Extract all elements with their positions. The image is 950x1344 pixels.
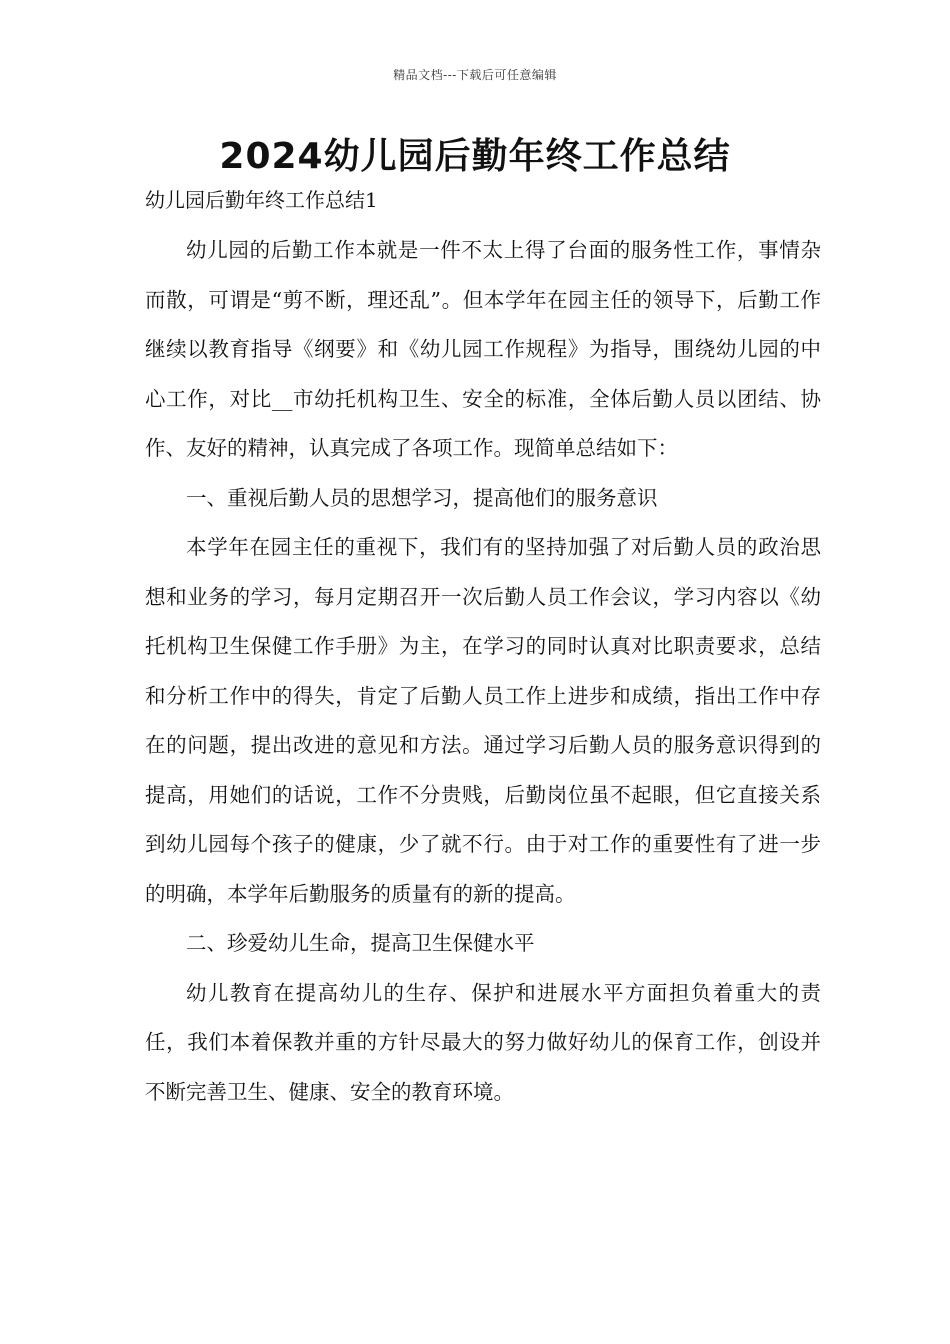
- section-heading-2: 二、珍爱幼儿生命，提高卫生保健水平: [186, 931, 535, 955]
- paragraph-intro: 幼儿园的后勤工作本就是一件不太上得了台面的服务性工作，事情杂而散，可谓是“剪不断，理还乱”。但本学年在园主任的领导下，后勤工作继续以教育指导《纲要》和《幼儿园工作规程》为指导，围绕幼儿园的中心工作，对比__市幼托机构卫生、安全的标准，全体后勤人员以团结、协作、友好的精神，认真完成了各项工作。现简单总结如下：: [145, 238, 821, 460]
- paragraph-section-2: 幼儿教育在提高幼儿的生存、保护和进展水平方面担负着重大的责任，我们本着保教并重的方针尽最大的努力做好幼儿的保育工作，创设并不断完善卫生、健康、安全的教育环境。: [145, 980, 821, 1104]
- page-title: 2024幼儿园后勤年终工作总结: [219, 136, 731, 177]
- document-body: [145, 226, 821, 1117]
- paragraph-section-1: 本学年在园主任的重视下，我们有的坚持加强了对后勤人员的政治思想和业务的学习，每月定期召开一次后勤人员工作会议，学习内容以《幼托机构卫生保健工作手册》为主，在学习的同时认真对比职责要求，总结和分析工作中的得失，肯定了后勤人员工作上进步和成绩，指出工作中存在的问题，提出改进的意见和方法。通过学习后勤人员的服务意识得到的提高，用她们的话说，工作不分贵贱，后勤岗位虽不起眼，但它直接关系到幼儿园每个孩子的健康，少了就不行。由于对工作的重要性有了进一步的明确，本学年后勤服务的质量有的新的提高。: [145, 535, 821, 906]
- header-note: 精品文档---下载后可任意编辑: [393, 68, 557, 82]
- section-heading-1: 一、重视后勤人员的思想学习，提高他们的服务意识: [186, 485, 658, 510]
- document-subtitle: 幼儿园后勤年终工作总结1: [145, 188, 378, 212]
